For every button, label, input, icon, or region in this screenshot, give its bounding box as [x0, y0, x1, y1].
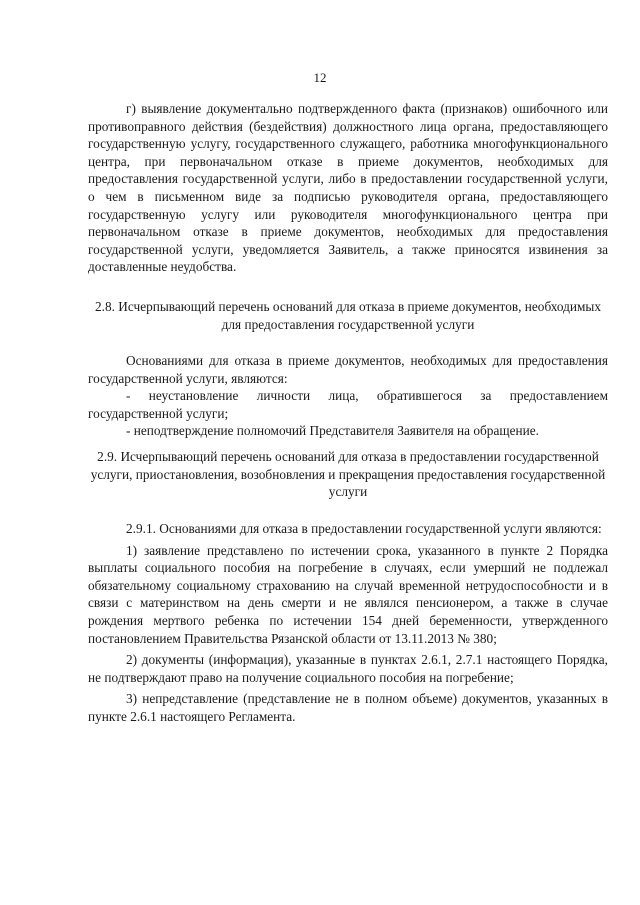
section-2-8-heading-block — [88, 298, 608, 333]
intro-block — [88, 100, 608, 276]
intro-paragraph: г) выявление документально подтвержденного факта (признаков) ошибочного или противоправного действия (бездействия) должностного лица органа, предоставляющего государственную услугу, государственного служащего, работника многофункционального центра, при первоначальном отказе в приеме документов, необходимых для предоставления государственной услуги, либо в предоставлении государственной услуги, о чем в письменном виде за подписью руководителя органа, предоставляющего государственную услугу или руководителя многофункционального центра при первоначальном отказе в приеме документов, необходимых для предоставления государственной услуги, уведомляется Заявитель, а также приносятся извинения за доставленные неудобства. — [88, 101, 608, 275]
section-2-8-body — [88, 352, 608, 440]
list-item: 3) непредставление (представление не в полном объеме) документов, указанных в пункте 2.6.1 настоящего Регламента. — [88, 691, 608, 724]
page-number: 12 — [313, 70, 327, 85]
list-item: 1) заявление представлено по истечении срока, указанного в пункте 2 Порядка выплаты социального пособия на погребение в случаях, если умерший не подлежал обязательному социальному страхованию на случай временной нетрудоспособности и в связи с материнством на день смерти и не являлся пенсионером, а также в случае рождения мертвого ребенка по истечении 154 дней беременности, утвержденного постановлением Правительства Рязанской области от 13.11.2013 № 380; — [88, 542, 608, 646]
section-2-9-body — [88, 520, 608, 726]
section-2-9-heading-block — [88, 448, 608, 501]
section-2-8-lead: Основаниями для отказа в приеме документов, необходимых для предоставления государственной услуги, являются: — [88, 353, 608, 386]
list-item: - неустановление личности лица, обратившегося за предоставлением государственной услуги; — [88, 388, 608, 421]
section-2-8-heading: 2.8. Исчерпывающий перечень оснований для отказа в приеме документов, необходимых для предоставления государственной услуги — [95, 299, 601, 332]
section-2-9-lead: 2.9.1. Основаниями для отказа в предоставлении государственной услуги являются: — [126, 521, 602, 536]
list-item: 2) документы (информация), указанные в пунктах 2.6.1, 2.7.1 настоящего Порядка, не подтверждают право на получение социального пособия на погребение; — [88, 652, 608, 685]
list-item: - неподтверждение полномочий Представителя Заявителя на обращение. — [126, 423, 539, 439]
section-2-9-heading: 2.9. Исчерпывающий перечень оснований для отказа в предоставлении государственной услуги, приостановления, возобновления и прекращения предоставления государственной услуги — [90, 449, 606, 500]
